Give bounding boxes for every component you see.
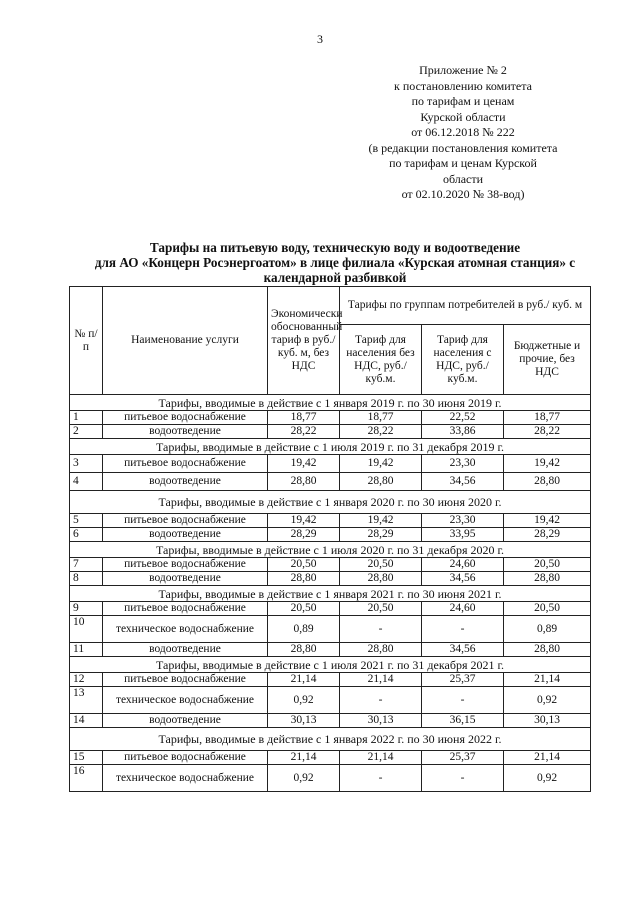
table-row	[70, 602, 591, 616]
cell-service: питьевое водоснабжение	[103, 411, 268, 425]
cell-population-vat: 24,60	[422, 558, 504, 572]
cell-population: 20,50	[340, 558, 422, 572]
cell-budget: 0,89	[504, 616, 591, 643]
table-row	[70, 687, 591, 714]
cell-num: 12	[70, 673, 103, 687]
cell-num: 9	[70, 602, 103, 616]
cell-num: 11	[70, 643, 103, 657]
cell-economic: 19,42	[268, 514, 340, 528]
cell-service	[103, 765, 268, 792]
cell-num: 8	[70, 572, 103, 586]
cell-population-vat: 25,37	[422, 673, 504, 687]
cell-num: 15	[70, 751, 103, 765]
cell-service	[103, 687, 268, 714]
section-title: Тарифы, вводимые в действие с 1 июля 2021 г. по 31 декабря 2021 г.	[70, 657, 591, 673]
table-row	[70, 616, 591, 643]
section-row	[70, 439, 591, 455]
tariffs-table	[69, 286, 591, 792]
section-row	[70, 542, 591, 558]
table-row	[70, 455, 591, 473]
cell-population: 19,42	[340, 455, 422, 473]
cell-economic: 21,14	[268, 673, 340, 687]
cell-num: 16	[70, 765, 103, 792]
cell-population-vat: 33,95	[422, 528, 504, 542]
table-row	[70, 411, 591, 425]
cell-economic: 28,80	[268, 572, 340, 586]
cell-population: 28,80	[340, 572, 422, 586]
table-row	[70, 765, 591, 792]
cell-economic: 28,80	[268, 643, 340, 657]
title-line: Тарифы на питьевую воду, техническую воду и водоотведение	[149, 240, 521, 255]
cell-population-vat: 22,52	[422, 411, 504, 425]
cell-budget: 28,80	[504, 473, 591, 491]
appendix-line: к постановлению комитета	[394, 78, 532, 93]
service-text: техническое водоснабжение	[115, 693, 255, 706]
cell-population: 28,80	[340, 473, 422, 491]
cell-population-vat: -	[422, 616, 504, 643]
cell-population: 28,22	[340, 425, 422, 439]
cell-population-vat: -	[422, 687, 504, 714]
table-row	[70, 714, 591, 728]
appendix-line: по тарифам и ценам Курской области	[389, 156, 537, 186]
cell-budget: 19,42	[504, 455, 591, 473]
cell-budget: 30,13	[504, 714, 591, 728]
cell-budget: 0,92	[504, 687, 591, 714]
section-title: Тарифы, вводимые в действие с 1 июля 2020 г. по 31 декабря 2020 г.	[70, 542, 591, 558]
cell-population-vat: 25,37	[422, 751, 504, 765]
section-title: Тарифы, вводимые в действие с 1 января 2021 г. по 30 июня 2021 г.	[70, 586, 591, 602]
header-service: Наименование услуги	[103, 287, 268, 395]
cell-population-vat: 34,56	[422, 473, 504, 491]
cell-population: -	[340, 687, 422, 714]
cell-budget: 18,77	[504, 411, 591, 425]
cell-population: 20,50	[340, 602, 422, 616]
cell-budget: 28,80	[504, 643, 591, 657]
cell-budget: 0,92	[504, 765, 591, 792]
cell-num: 1	[70, 411, 103, 425]
cell-service: водоотведение	[103, 473, 268, 491]
cell-service: водоотведение	[103, 643, 268, 657]
cell-num: 2	[70, 425, 103, 439]
cell-service	[103, 616, 268, 643]
table-row	[70, 673, 591, 687]
table-row	[70, 572, 591, 586]
appendix-line: по тарифам и ценам	[411, 94, 515, 108]
table-row	[70, 473, 591, 491]
cell-service: водоотведение	[103, 425, 268, 439]
cell-service: питьевое водоснабжение	[103, 602, 268, 616]
service-text: техническое водоснабжение	[115, 622, 255, 635]
cell-num: 13	[70, 687, 103, 714]
cell-economic: 21,14	[268, 751, 340, 765]
cell-economic: 28,29	[268, 528, 340, 542]
cell-service: питьевое водоснабжение	[103, 514, 268, 528]
appendix-line: Приложение № 2	[419, 63, 507, 77]
cell-economic: 30,13	[268, 714, 340, 728]
cell-population: 28,29	[340, 528, 422, 542]
cell-population-vat: 34,56	[422, 572, 504, 586]
table-row	[70, 425, 591, 439]
cell-service: питьевое водоснабжение	[103, 673, 268, 687]
cell-economic: 19,42	[268, 455, 340, 473]
cell-budget: 20,50	[504, 558, 591, 572]
cell-population: 28,80	[340, 643, 422, 657]
cell-population: -	[340, 765, 422, 792]
header-consumer-groups: Тарифы по группам потребителей в руб./ куб. м	[340, 287, 591, 325]
cell-population: 30,13	[340, 714, 422, 728]
cell-population: 18,77	[340, 411, 422, 425]
table-row	[70, 558, 591, 572]
cell-num: 14	[70, 714, 103, 728]
document-title	[40, 240, 630, 285]
section-title: Тарифы, вводимые в действие с 1 января 2019 г. по 30 июня 2019 г.	[70, 395, 591, 411]
cell-budget: 28,22	[504, 425, 591, 439]
table-row	[70, 751, 591, 765]
cell-population: 21,14	[340, 751, 422, 765]
cell-budget: 28,29	[504, 528, 591, 542]
cell-budget: 20,50	[504, 602, 591, 616]
appendix-block	[368, 63, 558, 203]
cell-num: 7	[70, 558, 103, 572]
table-header	[70, 287, 591, 395]
header-population-vat: Тариф для населения с НДС, руб./ куб.м.	[422, 325, 504, 395]
cell-economic: 20,50	[268, 602, 340, 616]
cell-num: 6	[70, 528, 103, 542]
section-title: Тарифы, вводимые в действие с 1 января 2020 г. по 30 июня 2020 г.	[70, 491, 591, 514]
cell-service: питьевое водоснабжение	[103, 455, 268, 473]
cell-budget: 21,14	[504, 673, 591, 687]
section-row	[70, 586, 591, 602]
section-row	[70, 728, 591, 751]
table-row	[70, 528, 591, 542]
cell-service: водоотведение	[103, 572, 268, 586]
cell-num: 5	[70, 514, 103, 528]
cell-population-vat: 23,30	[422, 514, 504, 528]
cell-economic: 0,92	[268, 687, 340, 714]
cell-economic: 18,77	[268, 411, 340, 425]
appendix-line: от 06.12.2018 № 222	[411, 125, 515, 139]
cell-service: питьевое водоснабжение	[103, 558, 268, 572]
appendix-line: (в редакции постановления комитета	[368, 140, 558, 155]
service-text: техническое водоснабжение	[115, 771, 255, 784]
cell-service: питьевое водоснабжение	[103, 751, 268, 765]
cell-service: водоотведение	[103, 528, 268, 542]
section-row	[70, 395, 591, 411]
cell-budget: 19,42	[504, 514, 591, 528]
title-line: календарной разбивкой	[263, 270, 407, 285]
cell-num: 4	[70, 473, 103, 491]
header-economic-tariff: Экономически обоснованный тариф в руб./ куб. м, без НДС	[268, 287, 340, 395]
header-budget: Бюджетные и прочие, без НДС	[504, 325, 591, 395]
appendix-line: Курской области	[420, 109, 506, 124]
cell-economic: 28,80	[268, 473, 340, 491]
cell-economic: 28,22	[268, 425, 340, 439]
table-row	[70, 643, 591, 657]
cell-num: 3	[70, 455, 103, 473]
cell-budget: 28,80	[504, 572, 591, 586]
cell-economic: 0,92	[268, 765, 340, 792]
cell-economic: 20,50	[268, 558, 340, 572]
table-row	[70, 514, 591, 528]
cell-population-vat: -	[422, 765, 504, 792]
cell-population-vat: 23,30	[422, 455, 504, 473]
cell-population: 21,14	[340, 673, 422, 687]
cell-budget: 21,14	[504, 751, 591, 765]
page-number: 3	[317, 32, 323, 46]
header-num: № п/п	[70, 287, 103, 395]
section-row	[70, 491, 591, 514]
cell-population-vat: 24,60	[422, 602, 504, 616]
cell-economic: 0,89	[268, 616, 340, 643]
cell-population: 19,42	[340, 514, 422, 528]
appendix-line: от 02.10.2020 № 38-вод)	[401, 187, 525, 201]
cell-service: водоотведение	[103, 714, 268, 728]
cell-num: 10	[70, 616, 103, 643]
cell-population: -	[340, 616, 422, 643]
cell-population-vat: 36,15	[422, 714, 504, 728]
cell-population-vat: 33,86	[422, 425, 504, 439]
table-body	[70, 395, 591, 792]
section-row	[70, 657, 591, 673]
cell-population-vat: 34,56	[422, 643, 504, 657]
section-title: Тарифы, вводимые в действие с 1 января 2022 г. по 30 июня 2022 г.	[70, 728, 591, 751]
header-population-no-vat: Тариф для населения без НДС, руб./ куб.м.	[340, 325, 422, 395]
section-title: Тарифы, вводимые в действие с 1 июля 2019 г. по 31 декабря 2019 г.	[70, 439, 591, 455]
title-line: для АО «Концерн Росэнергоатом» в лице филиала «Курская атомная станция» с	[94, 255, 576, 270]
